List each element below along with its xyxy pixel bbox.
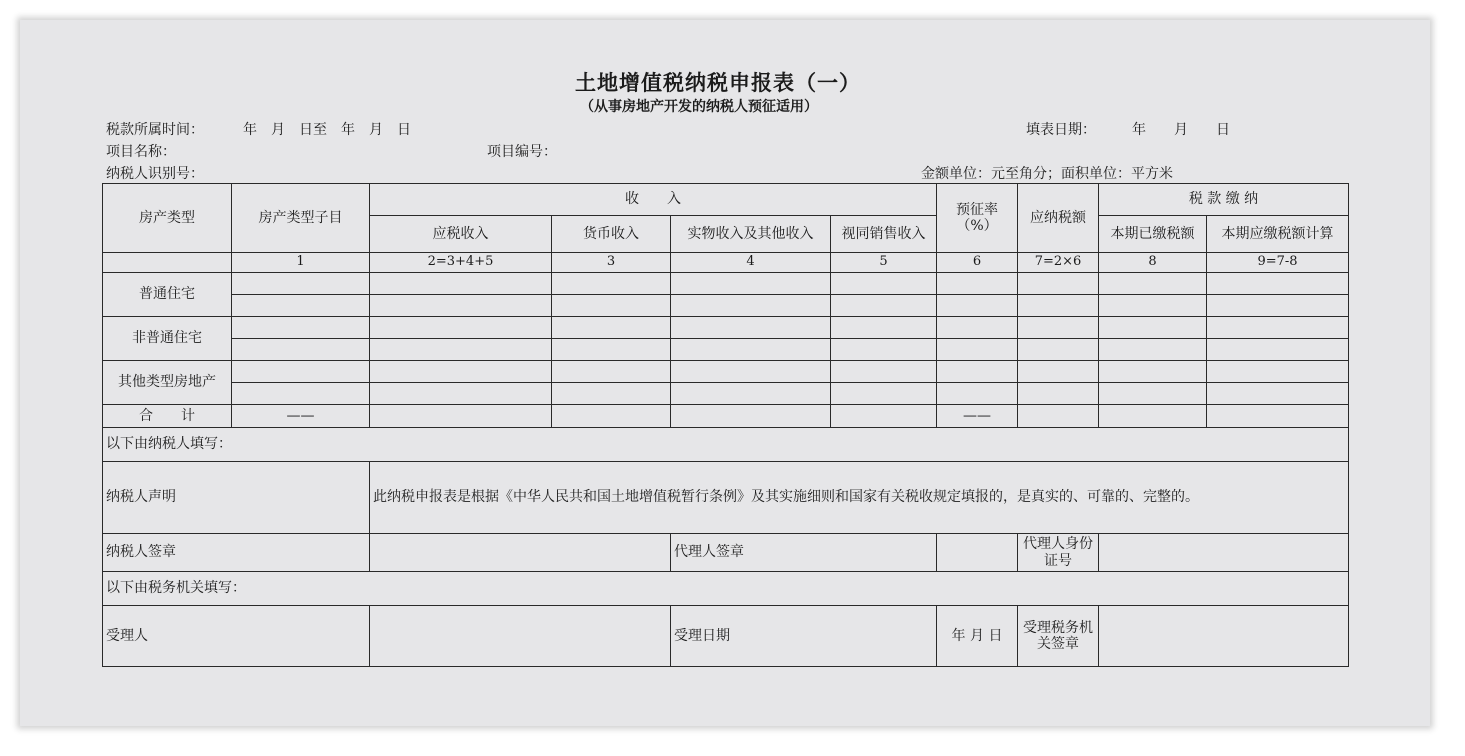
input-cell[interactable]	[1018, 295, 1099, 317]
input-cell[interactable]	[232, 273, 370, 295]
input-cell[interactable]	[1018, 317, 1099, 339]
input-cell[interactable]	[937, 273, 1018, 295]
input-cell[interactable]	[937, 339, 1018, 361]
input-cell[interactable]	[232, 339, 370, 361]
header-income: 收 入	[370, 184, 937, 216]
input-cell[interactable]	[1207, 295, 1349, 317]
input-cell[interactable]	[831, 273, 937, 295]
fill-date-value: 年 月 日	[1132, 122, 1230, 138]
input-cell[interactable]	[671, 317, 831, 339]
receive-date-field[interactable]: 年 月 日	[937, 606, 1018, 667]
header-tax-payable: 应纳税额	[1018, 184, 1099, 253]
input-cell[interactable]	[1099, 361, 1207, 383]
input-cell[interactable]	[552, 317, 671, 339]
total-label: 合 计	[103, 405, 232, 428]
receiver-field[interactable]	[370, 606, 671, 667]
input-cell[interactable]	[1207, 361, 1349, 383]
receiver-label: 受理人	[103, 606, 370, 667]
header-in-kind-income: 实物收入及其他收入	[671, 216, 831, 253]
project-name-label: 项目名称：	[106, 144, 176, 160]
column-number-cell: 1	[232, 253, 370, 273]
input-cell[interactable]	[1099, 383, 1207, 405]
input-cell[interactable]	[232, 361, 370, 383]
column-number-cell: 5	[831, 253, 937, 273]
column-number-cell: 8	[1099, 253, 1207, 273]
input-cell[interactable]	[671, 361, 831, 383]
input-cell[interactable]	[552, 339, 671, 361]
input-cell[interactable]	[1099, 273, 1207, 295]
input-cell[interactable]	[831, 295, 937, 317]
total-dash: ——	[232, 405, 370, 428]
input-cell[interactable]	[937, 317, 1018, 339]
receive-date-label: 受理日期	[671, 606, 937, 667]
header-tax-payment: 税 款 缴 纳	[1099, 184, 1349, 216]
authority-seal-label: 受理税务机关签章	[1018, 606, 1099, 667]
authority-seal-field[interactable]	[1099, 606, 1349, 667]
agent-id-field[interactable]	[1099, 534, 1349, 572]
input-cell[interactable]	[1207, 383, 1349, 405]
input-cell[interactable]	[370, 273, 552, 295]
input-cell[interactable]	[552, 361, 671, 383]
input-cell[interactable]	[552, 383, 671, 405]
input-cell[interactable]	[1207, 339, 1349, 361]
property-type-other: 其他类型房地产	[103, 361, 232, 405]
input-cell[interactable]	[370, 405, 552, 428]
agent-id-label: 代理人身份证号	[1018, 534, 1099, 572]
column-number-cell	[103, 253, 232, 273]
input-cell[interactable]	[1099, 405, 1207, 428]
prepay-rate-unit: （%）	[956, 218, 998, 234]
input-cell[interactable]	[370, 361, 552, 383]
input-cell[interactable]	[671, 273, 831, 295]
header-due-this-period: 本期应缴税额计算	[1207, 216, 1349, 253]
input-cell[interactable]	[552, 405, 671, 428]
input-cell[interactable]	[831, 361, 937, 383]
input-cell[interactable]	[671, 405, 831, 428]
agent-seal-label: 代理人签章	[671, 534, 937, 572]
column-number-cell: 4	[671, 253, 831, 273]
input-cell[interactable]	[937, 361, 1018, 383]
input-cell[interactable]	[831, 317, 937, 339]
input-cell[interactable]	[831, 405, 937, 428]
column-number-cell: 9=7-8	[1207, 253, 1349, 273]
input-cell[interactable]	[1207, 317, 1349, 339]
header-deemed-sales-income: 视同销售收入	[831, 216, 937, 253]
form-page	[20, 20, 1430, 726]
declaration-table	[102, 183, 1349, 667]
taxpayer-section-heading: 以下由纳税人填写：	[103, 428, 1349, 462]
header-property-subtype: 房产类型子目	[232, 184, 370, 253]
input-cell[interactable]	[1018, 361, 1099, 383]
input-cell[interactable]	[831, 383, 937, 405]
property-type-ordinary-residential: 普通住宅	[103, 273, 232, 317]
taxpayer-seal-field[interactable]	[370, 534, 671, 572]
input-cell[interactable]	[831, 339, 937, 361]
project-no-label: 项目编号：	[487, 144, 557, 160]
authority-section-heading: 以下由税务机关填写：	[103, 572, 1349, 606]
input-cell[interactable]	[671, 295, 831, 317]
column-number-cell: 2=3+4+5	[370, 253, 552, 273]
taxpayer-seal-label: 纳税人签章	[103, 534, 370, 572]
header-property-type: 房产类型	[103, 184, 232, 253]
input-cell[interactable]	[370, 383, 552, 405]
declaration-label: 纳税人声明	[103, 462, 370, 534]
input-cell[interactable]	[1207, 273, 1349, 295]
tax-period-value: 年 月 日至 年 月 日	[243, 122, 411, 138]
input-cell[interactable]	[552, 273, 671, 295]
header-monetary-income: 货币收入	[552, 216, 671, 253]
input-cell[interactable]	[671, 383, 831, 405]
header-prepay-rate	[937, 184, 1018, 253]
input-cell[interactable]	[1018, 383, 1099, 405]
agent-seal-field[interactable]	[937, 534, 1018, 572]
input-cell[interactable]	[232, 383, 370, 405]
input-cell[interactable]	[370, 339, 552, 361]
input-cell[interactable]	[370, 295, 552, 317]
form-subtitle: （从事房地产开发的纳税人预征适用）	[580, 99, 818, 115]
input-cell[interactable]	[1018, 405, 1099, 428]
prepay-rate-label: 预征率	[956, 201, 998, 218]
units-note: 金额单位：元至角分；面积单位：平方米	[921, 166, 1173, 182]
form-title: 土地增值税纳税申报表（一）	[575, 70, 861, 95]
column-number-cell: 7=2×6	[1018, 253, 1099, 273]
input-cell[interactable]	[671, 339, 831, 361]
input-cell[interactable]	[552, 295, 671, 317]
header-taxable-income: 应税收入	[370, 216, 552, 253]
column-number-cell: 6	[937, 253, 1018, 273]
fill-date-label: 填表日期：	[1026, 122, 1096, 138]
tax-period-label: 税款所属时间：	[106, 122, 204, 138]
input-cell[interactable]	[370, 317, 552, 339]
input-cell[interactable]	[1018, 339, 1099, 361]
input-cell[interactable]	[1099, 339, 1207, 361]
input-cell[interactable]	[232, 295, 370, 317]
header-paid-this-period: 本期已缴税额	[1099, 216, 1207, 253]
input-cell[interactable]	[1207, 405, 1349, 428]
input-cell[interactable]	[1099, 295, 1207, 317]
input-cell[interactable]	[232, 317, 370, 339]
input-cell[interactable]	[937, 383, 1018, 405]
input-cell[interactable]	[1018, 273, 1099, 295]
total-rate-dash: ——	[937, 405, 1018, 428]
column-number-cell: 3	[552, 253, 671, 273]
declaration-text: 此纳税申报表是根据《中华人民共和国土地增值税暂行条例》及其实施细则和国家有关税收规定填报的，是真实的、可靠的、完整的。	[370, 462, 1349, 534]
property-type-non-ordinary-residential: 非普通住宅	[103, 317, 232, 361]
input-cell[interactable]	[1099, 317, 1207, 339]
taxpayer-id-label: 纳税人识别号：	[106, 166, 204, 182]
input-cell[interactable]	[937, 295, 1018, 317]
